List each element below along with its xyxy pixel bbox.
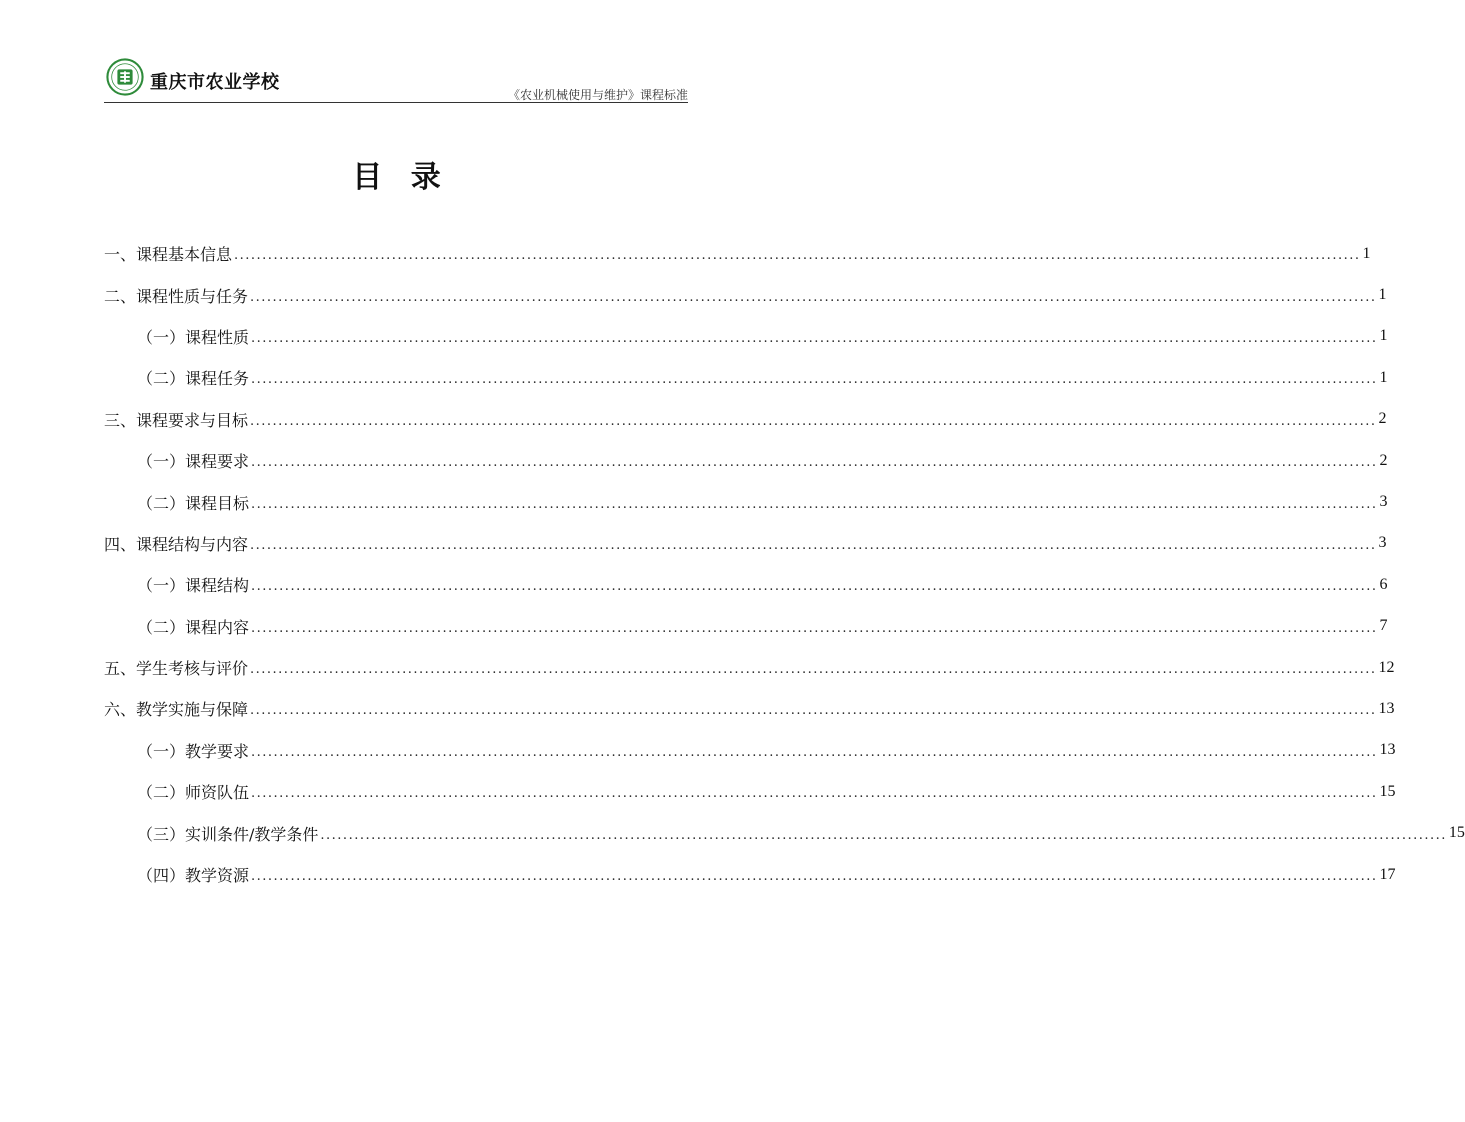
toc-entry[interactable] (104, 481, 1388, 522)
toc-entry-label: （二）课程内容 (137, 617, 250, 637)
toc-entry-page: 15 (1448, 824, 1465, 842)
toc-dot-leader: ........................................................................................................................................................................................................ (250, 537, 1377, 553)
toc-entry-label: （二）师资队伍 (137, 783, 250, 803)
toc-entry-label: 二、课程性质与任务 (104, 286, 249, 306)
toc-entry[interactable] (104, 316, 1388, 357)
toc-entry-page: 1 (1379, 368, 1388, 386)
toc-entry-page: 1 (1379, 327, 1388, 345)
toc-dot-leader: ........................................................................................................................................................................................................ (250, 662, 1377, 678)
toc-entry[interactable] (104, 440, 1388, 481)
toc-entry[interactable] (104, 771, 1396, 812)
course-standard-title: 《农业机械使用与维护》课程标准 (507, 88, 688, 102)
toc-entry[interactable] (104, 606, 1388, 647)
toc-dot-leader: ........................................................................................................................................................................................................ (251, 455, 1378, 471)
toc-title: 目 录 (352, 160, 441, 195)
toc-entry-label: （三）实训条件/教学条件 (137, 824, 319, 844)
toc-entry[interactable] (104, 274, 1387, 315)
toc-entry[interactable] (104, 730, 1396, 771)
toc-entry-page: 13 (1378, 699, 1395, 717)
toc-entry[interactable] (104, 812, 1465, 853)
toc-dot-leader: ........................................................................................................................................................................................................ (251, 869, 1378, 885)
toc-entry-page: 13 (1379, 741, 1396, 759)
toc-entry-page: 17 (1379, 865, 1396, 883)
page-header (104, 56, 688, 103)
toc-entry-page: 12 (1378, 658, 1395, 676)
toc-entry-page: 1 (1362, 244, 1371, 262)
toc-entry[interactable] (104, 523, 1387, 564)
toc-entry[interactable] (104, 647, 1395, 688)
toc-entry-label: （二）课程目标 (137, 493, 250, 513)
toc-entry[interactable] (104, 233, 1371, 274)
toc-entry-page: 2 (1379, 451, 1388, 469)
school-logo-icon (106, 58, 144, 96)
toc-dot-leader: ........................................................................................................................................................................................................ (251, 579, 1378, 595)
toc-entry-page: 7 (1379, 617, 1388, 635)
table-of-contents (104, 233, 1465, 895)
toc-dot-leader: ........................................................................................................................................................................................................ (251, 620, 1378, 636)
toc-entry-label: （四）教学资源 (137, 866, 250, 886)
toc-entry[interactable] (104, 357, 1388, 398)
toc-entry-label: （一）教学要求 (137, 741, 250, 761)
toc-dot-leader: ........................................................................................................................................................................................................ (251, 786, 1378, 802)
toc-entry-page: 3 (1378, 534, 1387, 552)
toc-entry-page: 6 (1379, 575, 1388, 593)
toc-dot-leader: ........................................................................................................................................................................................................ (234, 248, 1361, 264)
toc-entry-label: （一）课程结构 (137, 576, 250, 596)
toc-dot-leader: ........................................................................................................................................................................................................ (320, 827, 1447, 843)
toc-entry-label: 四、课程结构与内容 (104, 534, 249, 554)
toc-dot-leader: ........................................................................................................................................................................................................ (251, 496, 1378, 512)
toc-entry-label: 三、课程要求与目标 (104, 410, 249, 430)
toc-entry-label: 一、课程基本信息 (104, 245, 233, 265)
school-name: 重庆市农业学校 (150, 72, 280, 93)
toc-dot-leader: ........................................................................................................................................................................................................ (251, 372, 1378, 388)
toc-entry-page: 15 (1379, 782, 1396, 800)
toc-entry[interactable] (104, 854, 1396, 895)
toc-entry-label: （二）课程任务 (137, 369, 250, 389)
toc-entry-page: 2 (1378, 410, 1387, 428)
toc-entry-page: 3 (1379, 493, 1388, 511)
toc-entry-label: 六、教学实施与保障 (104, 700, 249, 720)
toc-entry-label: 五、学生考核与评价 (104, 659, 249, 679)
toc-entry-label: （一）课程性质 (137, 327, 250, 347)
toc-entry[interactable] (104, 399, 1387, 440)
toc-entry-label: （一）课程要求 (137, 452, 250, 472)
toc-dot-leader: ........................................................................................................................................................................................................ (250, 413, 1377, 429)
toc-dot-leader: ........................................................................................................................................................................................................ (250, 703, 1377, 719)
toc-entry[interactable] (104, 688, 1395, 729)
toc-dot-leader: ........................................................................................................................................................................................................ (250, 289, 1377, 305)
toc-dot-leader: ........................................................................................................................................................................................................ (251, 330, 1378, 346)
toc-entry[interactable] (104, 564, 1388, 605)
toc-dot-leader: ........................................................................................................................................................................................................ (251, 744, 1378, 760)
toc-entry-page: 1 (1378, 286, 1387, 304)
